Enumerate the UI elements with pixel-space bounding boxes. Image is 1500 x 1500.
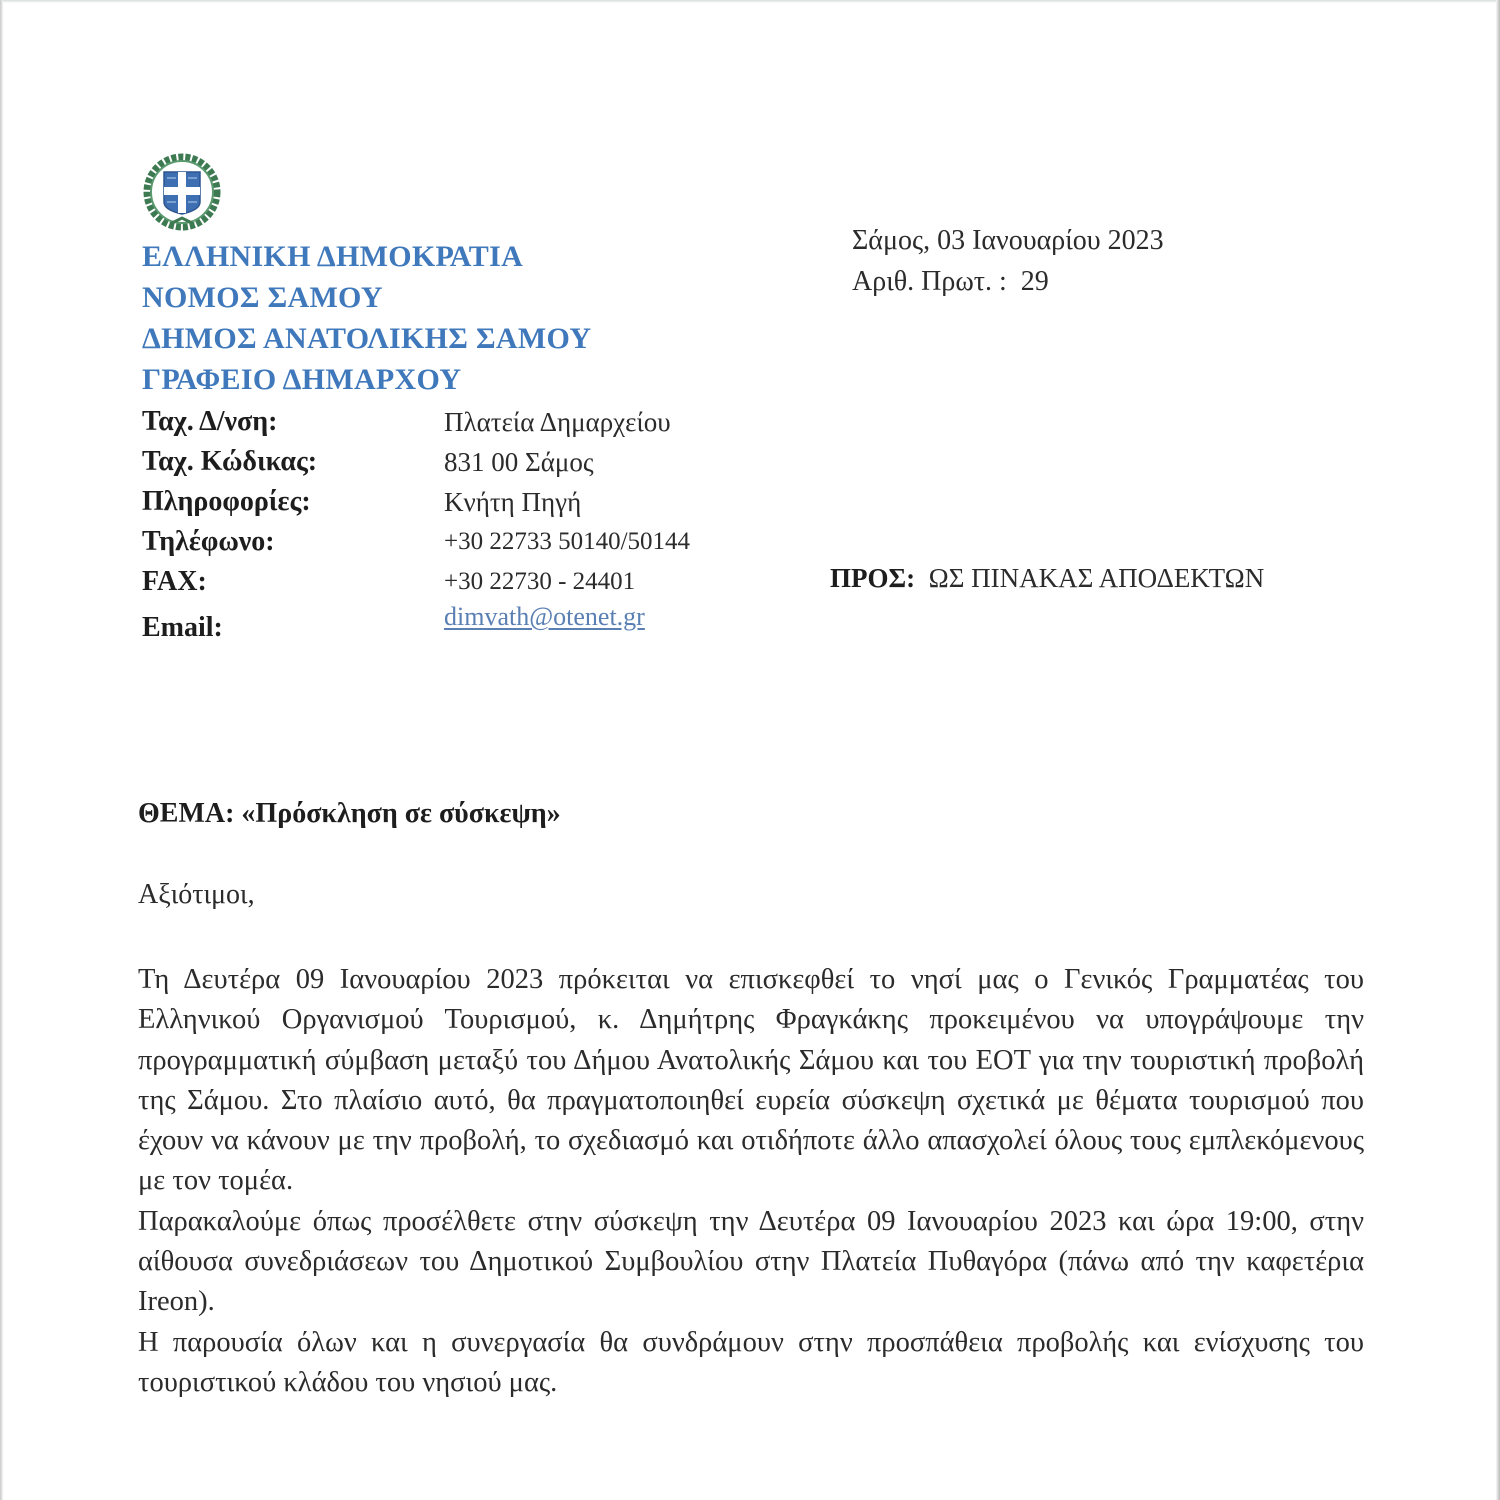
contact-row-email (142, 602, 690, 642)
info-label: Πληροφορίες: (142, 486, 311, 517)
greek-coat-of-arms-icon (142, 152, 222, 232)
contact-block (142, 402, 690, 642)
protocol-line (852, 261, 1164, 302)
protocol-number: 29 (1020, 266, 1049, 297)
email-label: Email: (142, 612, 223, 643)
body-paragraph-3: Η παρουσία όλων και η συνεργασία θα συνδράμουν στην προσπάθεια προβολής και ενίσχυσης του τουριστικού κλάδου του νησιού μας. (138, 1326, 1364, 1398)
phone-value: +30 22733 50140/50144 (444, 528, 691, 555)
scan-edge-top (0, 0, 1500, 3)
org-line-municipality: ΔΗΜΟΣ ΑΝΑΤΟΛΙΚΗΣ ΣΑΜΟΥ (142, 322, 592, 355)
letter-body (138, 960, 1364, 1403)
protocol-label: Αριθ. Πρωτ. : (852, 266, 1007, 297)
scan-edge-right (1496, 0, 1500, 1500)
email-link[interactable]: dimvath@otenet.gr (444, 602, 645, 631)
phone-label: Τηλέφωνο: (142, 526, 275, 557)
address-value: Πλατεία Δημαρχείου (444, 407, 671, 437)
postal-code-value: 831 00 Σάμος (444, 447, 594, 477)
info-value: Κνήτη Πηγή (444, 487, 582, 517)
scan-edge-left (0, 0, 3, 1500)
salutation: Αξιότιμοι, (138, 879, 255, 910)
organization-heading (142, 236, 591, 400)
contact-row-postal-code (142, 442, 690, 482)
fax-label: FAX: (142, 566, 207, 597)
place-date: Σάμος, 03 Ιανουαρίου 2023 (852, 225, 1164, 256)
contact-row-address (142, 402, 690, 442)
org-line-republic: ΕΛΛΗΝΙΚΗ ΔΗΜΟΚΡΑΤΙΑ (142, 240, 524, 273)
subject-line: ΘΕΜΑ: «Πρόσκληση σε σύσκεψη» (138, 798, 561, 829)
contact-row-info (142, 482, 690, 522)
recipients-value: ΩΣ ΠΙΝΑΚΑΣ ΑΠΟΔΕΚΤΩΝ (928, 563, 1265, 593)
org-line-prefecture: ΝΟΜΟΣ ΣΑΜΟΥ (142, 281, 383, 314)
recipients (830, 563, 1264, 594)
recipients-label: ΠΡΟΣ: (830, 563, 916, 593)
body-paragraph-1: Τη Δευτέρα 09 Ιανουαρίου 2023 πρόκειται να επισκεφθεί το νησί μας ο Γενικός Γραμματέας του Ελληνικού Οργανισμού Τουρισμού, κ. Δημήτρης Φραγκάκης προκειμένου να υπογράψουμε την προγραμματική σύμβαση μεταξύ του Δήμου Ανατολικής Σάμου και του ΕΟΤ για την τουριστική προβολή της Σάμου. Στο πλαίσιο αυτό, θα πραγματοποιηθεί ευρεία σύσκεψη σχετικά με θέματα τουρισμού που έχουν να κάνουν με την προβολή, το σχεδιασμό και οτιδήποτε άλλο απασχολεί όλους τους εμπλεκόμενους με τον τομέα. (138, 964, 1364, 1197)
contact-row-phone (142, 522, 690, 562)
fax-value: +30 22730 - 24401 (444, 568, 636, 595)
body-paragraph-2: Παρακαλούμε όπως προσέλθετε στην σύσκεψη την Δευτέρα 09 Ιανουαρίου 2023 και ώρα 19:00, στην αίθουσα συνεδριάσεων του Δημοτικού Συμβουλίου στην Πλατεία Πυθαγόρα (πάνω από την καφετέρια Ireon). (138, 1205, 1364, 1318)
org-line-office: ΓΡΑΦΕΙΟ ΔΗΜΑΡΧΟΥ (142, 363, 462, 396)
postal-code-label: Ταχ. Κώδικας: (142, 446, 318, 477)
document-meta (852, 220, 1164, 302)
address-label: Ταχ. Δ/νση: (142, 406, 278, 437)
